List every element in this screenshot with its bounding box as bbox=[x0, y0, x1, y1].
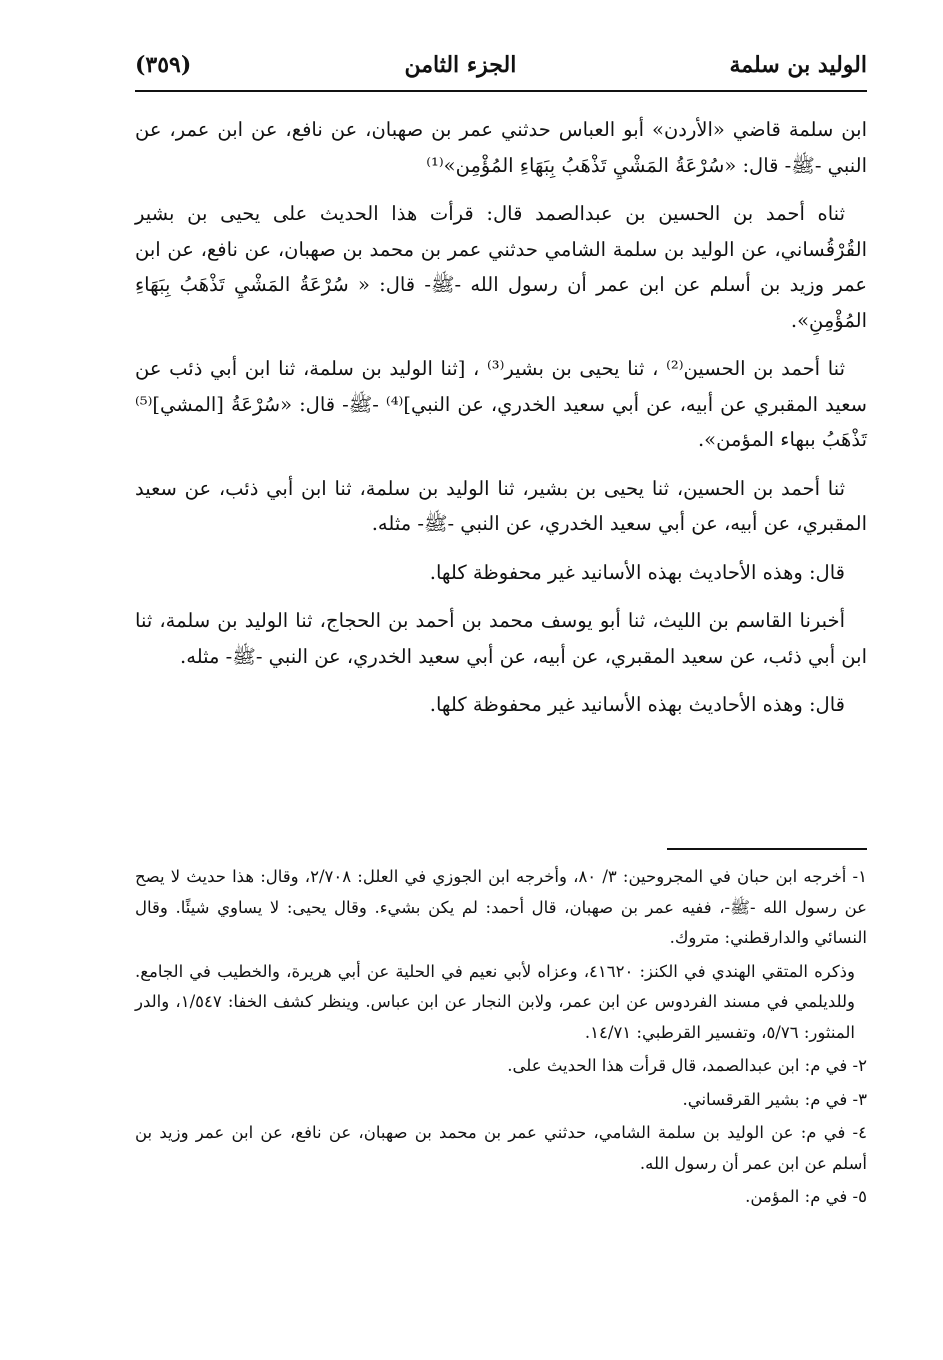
paragraph: قال: وهذه الأحاديث بهذه الأسانيد غير محفوظة كلها. bbox=[429, 560, 845, 584]
footnote: ٢- في م: ابن عبدالصمد، قال قرأت هذا الحديث على. bbox=[507, 1056, 867, 1075]
footnote: وذكره المتقي الهندي في الكنز: ٤١٦٢٠، وعزاه لأبي نعيم في الحلية عن أبي هريرة، والخطيب في الجامع. وللديلمي في مسند الفردوس عن ابن عمر، ولابن النجار عن ابن عباس. وينظر كشف الخفا: ١/٥٤٧، والدر المنثور: ٥/٧٦، وتفسير القرطبي: ١٤/٧١. bbox=[135, 961, 855, 1042]
footnote-separator bbox=[667, 848, 867, 850]
footnote: ٣- في م: بشير القرقساني. bbox=[682, 1089, 867, 1109]
paragraph: أخبرنا القاسم بن الليث، ثنا أبو يوسف محمد بن أحمد بن الحجاج، ثنا الوليد بن سلمة، ثنا ابن أبي ذئب، عن سعيد المقبري، عن أبيه، عن أبي سعيد الخدري، عن النبي -ﷺ- مثله. bbox=[135, 609, 867, 668]
paragraph: ابن سلمة قاضي «الأردن» أبو العباس حدثني عمر بن صهبان، عن نافع، عن ابن عمر، عن النبي -ﷺ- قال: «سُرْعَةُ المَشْيِ تَذْهَبُ بِبَهَاءِ المُؤْمِن»⁽¹⁾ bbox=[135, 118, 867, 177]
paragraph: ثنا أحمد بن الحسين، ثنا يحيى بن بشير، ثنا الوليد بن سلمة، ثنا ابن أبي ذئب، عن سعيد المقبري، عن أبيه، عن أبي سعيد الخدري، عن النبي -ﷺ- مثله. bbox=[135, 476, 867, 535]
page-header bbox=[135, 40, 867, 92]
paragraph: ثناه أحمد بن الحسين بن عبدالصمد قال: قرأت هذا الحديث على يحيى بن بشير القُرْقُساني، عن الوليد بن سلمة الشامي حدثني عمر بن محمد بن صهبان، عن نافع، عن ابن عمر وزيد بن أسلم عن ابن عمر أن رسول الله -ﷺ- قال: « سُرْعَةُ المَشْيِ تَذْهَبُ بِبَهَاءِ المُؤْمِنِ». bbox=[135, 202, 867, 332]
footnote: ١- أخرجه ابن حبان في المجروحين: ٣/ ٨٠، وأخرجه ابن الجوزي في العلل: ٢/٧٠٨، وقال: هذا حديث لا يصح عن رسول الله -ﷺ-، ففيه عمر بن صهبان، قال أحمد: لم يكن بشيء. وقال يحيى: لا يساوي شيئًا. وقال النسائي والدارقطني: متروك. bbox=[135, 867, 867, 947]
volume-label: الجزء الثامن bbox=[404, 52, 517, 78]
footnotes bbox=[135, 862, 867, 1216]
footnote: ٤- في م: عن الوليد بن سلمة الشامي، حدثني عمر بن محمد بن صهبان، عن نافع، عن ابن عمر وزيد بن أسلم عن ابن عمر أن رسول الله. bbox=[135, 1123, 867, 1173]
chapter-title: الوليد بن سلمة bbox=[729, 52, 867, 78]
paragraph: قال: وهذه الأحاديث بهذه الأسانيد غير محفوظة كلها. bbox=[429, 693, 845, 716]
footnote: ٥- في م: المؤمن. bbox=[745, 1187, 867, 1206]
main-text bbox=[135, 112, 867, 736]
paragraph: ثنا أحمد بن الحسين⁽²⁾ ، ثنا يحيى بن بشير⁽³⁾ ، [ثنا الوليد بن سلمة، ثنا ابن أبي ذئب عن سعيد المقبري عن أبيه، عن أبي سعيد الخدري، عن النبي]⁽⁴⁾ -ﷺ- قال: «سُرْعَةُ [المشي]⁽⁵⁾ تَذْهَبُ ببهاء المؤمن». bbox=[135, 357, 867, 451]
page-number: (٣٥٩) bbox=[135, 52, 192, 78]
